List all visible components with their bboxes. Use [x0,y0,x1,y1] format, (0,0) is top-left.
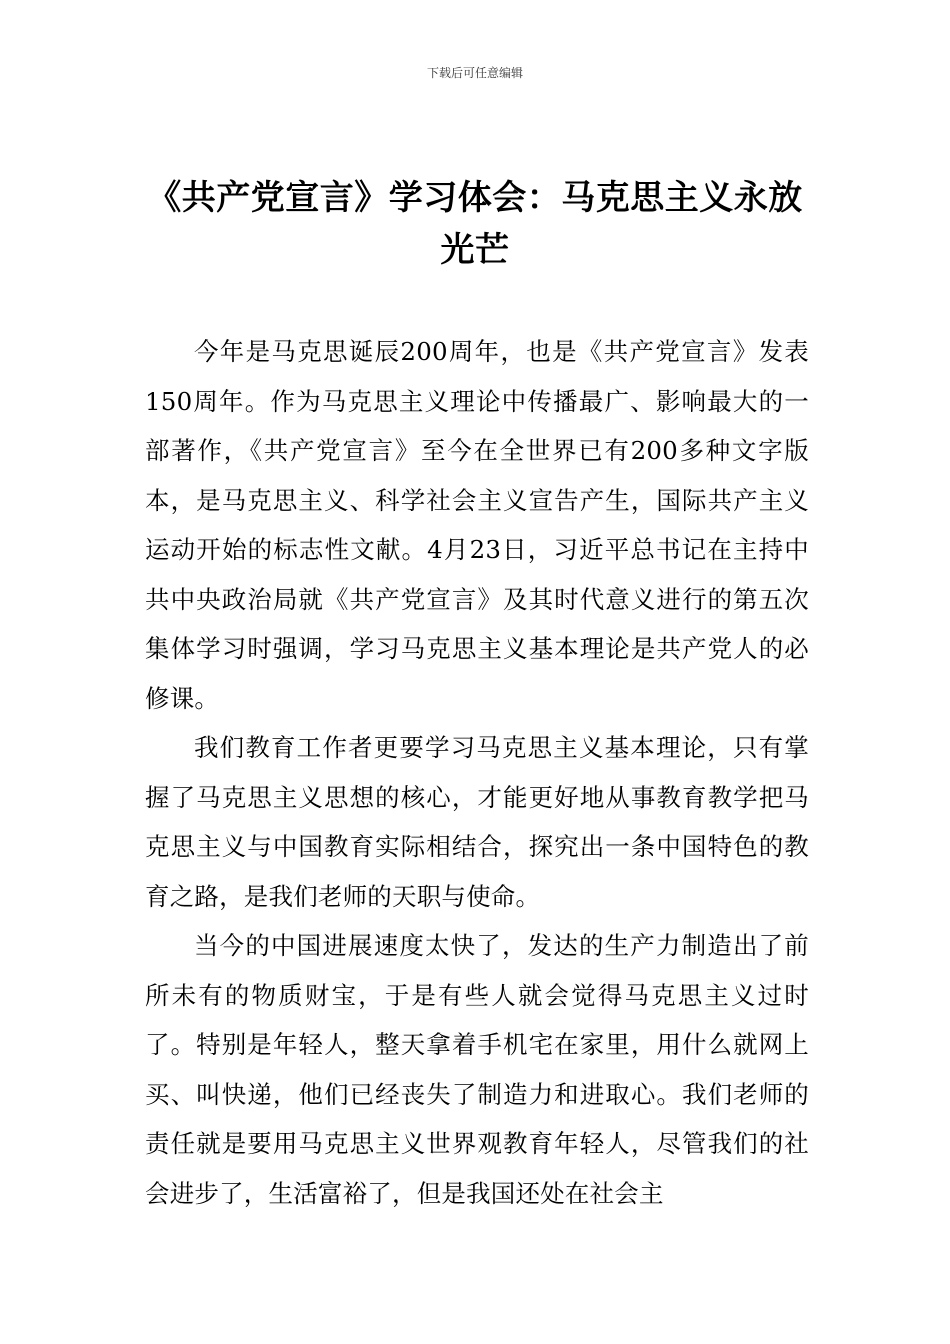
paragraph-2: 我们教育工作者更要学习马克思主义基本理论，只有掌握了马克思主义思想的核心，才能更好地从事教育教学把马克思主义与中国教育实际相结合，探究出一条中国特色的教育之路，是我们老师的天职与使命。 [145,733,809,911]
paragraph-3: 当今的中国进展速度太快了，发达的生产力制造出了前所未有的物质财宝，于是有些人就会觉得马克思主义过时了。特别是年轻人，整天拿着手机宅在家里，用什么就网上买、叫快递，他们已经丧失了制造力和进取心。我们老师的责任就是要用马克思主义世界观教育年轻人，尽管我们的社会进步了，生活富裕了，但是我国还处在社会主 [145,931,809,1208]
document-body [145,327,809,1218]
document-title: 《共产党宣言》学习体会：马克思主义永放光芒 [147,178,803,270]
page-header-note: 下载后可任意编辑 [426,66,523,80]
paragraph-1: 今年是马克思诞辰200周年，也是《共产党宣言》发表150周年。作为马克思主义理论中传播最广、影响最大的一部著作，《共产党宣言》至今在全世界已有200多种文字版本，是马克思主义、科学社会主义宣告产生，国际共产主义运动开始的标志性文献。4月23日，习近平总书记在主持中共中央政治局就《共产党宣言》及其时代意义进行的第五次集体学习时强调，学习马克思主义基本理论是共产党人的必修课。 [145,337,809,713]
